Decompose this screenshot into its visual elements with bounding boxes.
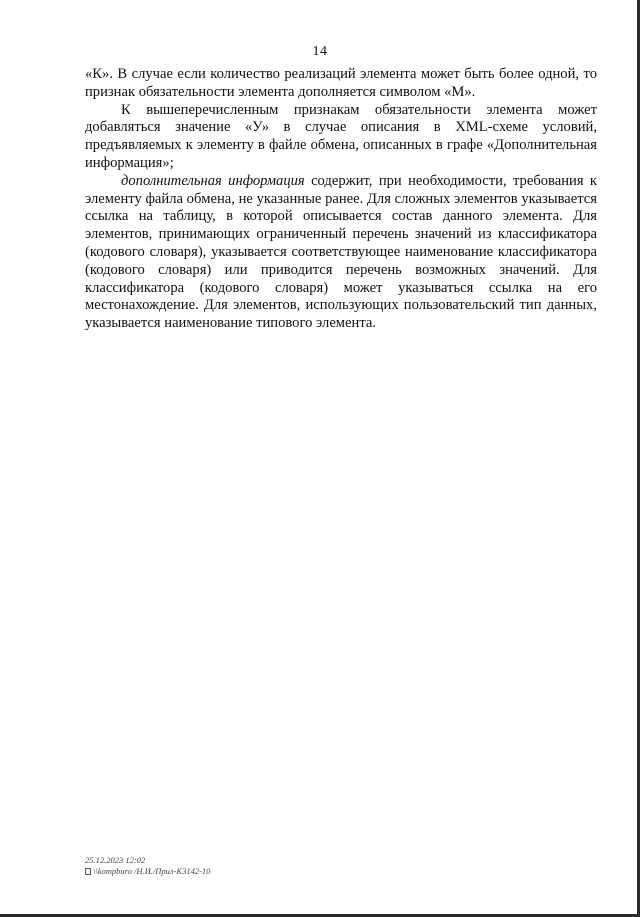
additional-info-description: содержит, при необходимости, требования к элементу файла обмена, не указанные ранее. Для сложных элементов указывается ссылка на таблицу, в которой описывается состав данного элемента. Для элементов, принимающих ограниченный перечень значений из классификатора (кодового словаря), указывается соответствующее наименование классификатора (кодового словаря) или приводится перечень возможных значений. Для классификатора (кодового словаря) может указываться ссылка на его местонахождение. Для элементов, использующих пользовательский тип данных, указывается наименование типового элемента. bbox=[85, 172, 597, 332]
document-body bbox=[85, 66, 597, 333]
footer-file-path-line bbox=[85, 866, 210, 877]
paragraph-additional-info bbox=[85, 173, 597, 333]
footer-file-path: \\kompburo /Н.И./Прил-К3142-10 bbox=[93, 866, 211, 876]
footer-timestamp: 25.12.2023 12:02 bbox=[85, 855, 146, 865]
paragraph-continuation: «К». В случае если количество реализаций элемента может быть более одной, то признак обязательности элемента дополняется символом «М». bbox=[85, 66, 597, 100]
page-number: 14 bbox=[312, 44, 328, 59]
paragraph-obligation-value: К вышеперечисленным признакам обязательности элемента может добавляться значение «У» в случае описания в XML-схеме условий, предъявляемых к элементу в файле обмена, описанных в графе «Дополнительная информация»; bbox=[85, 101, 597, 171]
term-additional-info: дополнительная информация bbox=[121, 172, 305, 189]
document-icon bbox=[85, 868, 91, 875]
print-footer bbox=[85, 855, 210, 877]
